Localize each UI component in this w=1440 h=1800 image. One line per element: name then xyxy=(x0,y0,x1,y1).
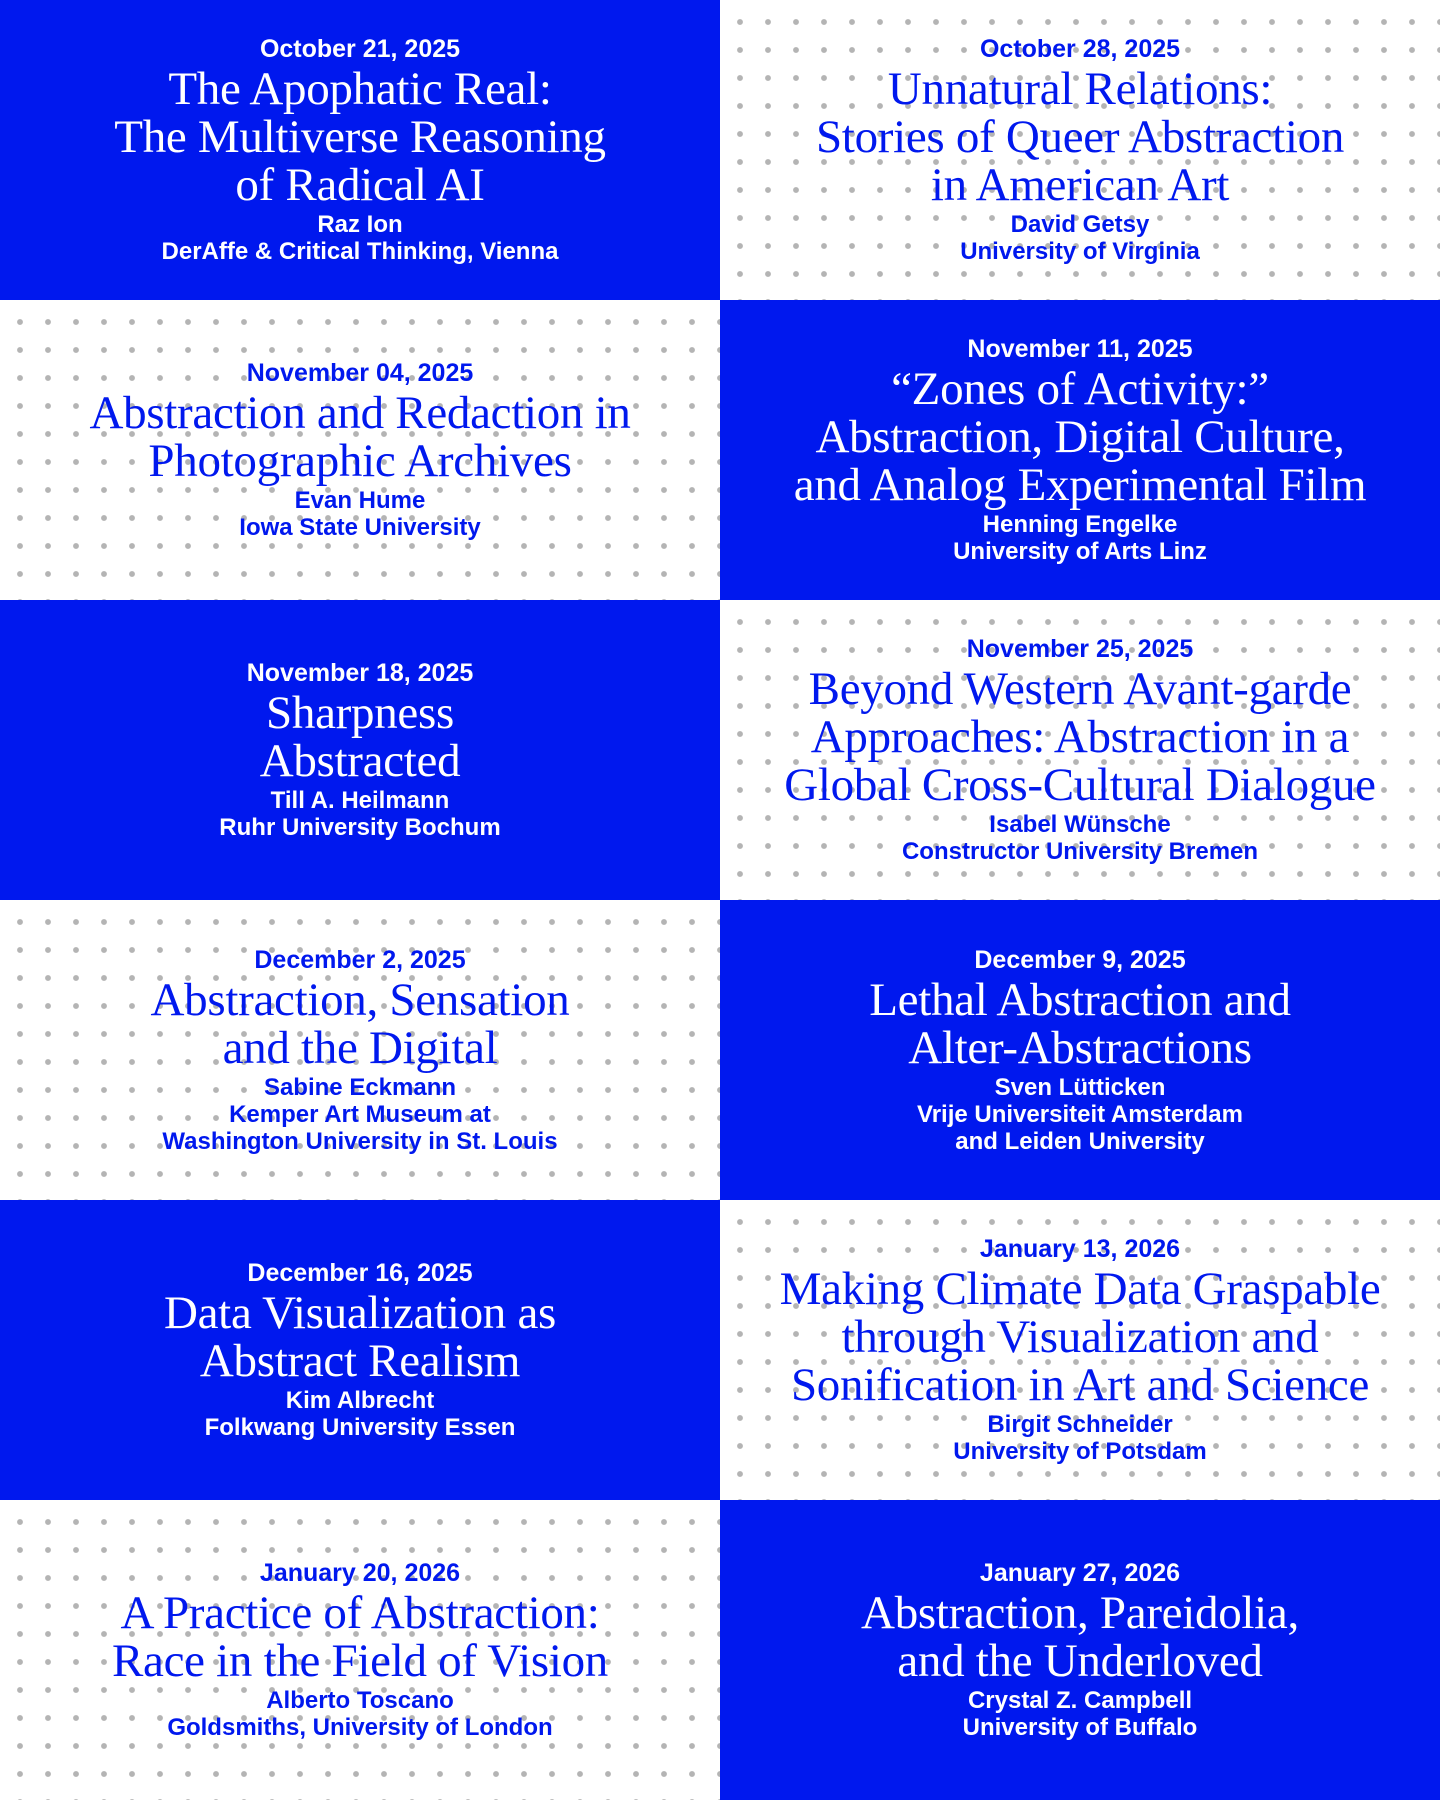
event-title-line: Race in the Field of Vision xyxy=(111,1635,608,1687)
event-title xyxy=(869,973,1291,1074)
event-affiliation xyxy=(219,814,500,841)
event-title xyxy=(794,365,1366,509)
event-title-line: The Multiverse Reasoning xyxy=(114,111,606,163)
affiliation-line: University of Potsdam xyxy=(953,1438,1207,1465)
event-card xyxy=(0,0,720,300)
event-card xyxy=(720,600,1440,900)
event-title-line: in American Art xyxy=(930,159,1230,211)
event-card xyxy=(0,600,720,900)
event-title-line: Photographic Archives xyxy=(148,435,572,487)
event-date: December 16, 2025 xyxy=(247,1259,473,1287)
event-affiliation xyxy=(162,1101,557,1155)
event-speaker: Alberto Toscano xyxy=(266,1687,454,1714)
event-title-line: Sonification in Art and Science xyxy=(790,1359,1370,1411)
event-date: January 20, 2026 xyxy=(259,1559,461,1587)
event-title xyxy=(816,65,1344,209)
event-affiliation xyxy=(953,538,1207,565)
event-affiliation xyxy=(167,1714,552,1741)
event-card xyxy=(0,300,720,600)
event-date: December 2, 2025 xyxy=(254,945,466,974)
affiliation-line: Kemper Art Museum at xyxy=(229,1100,491,1128)
event-card xyxy=(720,300,1440,600)
event-title-line: A Practice of Abstraction: xyxy=(120,1587,600,1639)
event-date: November 18, 2025 xyxy=(246,659,474,687)
event-title-line: and the Digital xyxy=(222,1021,498,1074)
event-date: October 21, 2025 xyxy=(259,35,461,63)
event-speaker: Evan Hume xyxy=(294,487,426,514)
event-title xyxy=(784,665,1375,809)
event-speaker: David Getsy xyxy=(1010,211,1150,238)
affiliation-line: DerAffe & Critical Thinking, Vienna xyxy=(161,238,559,265)
event-title-line: Sharpness xyxy=(266,687,454,739)
event-card xyxy=(720,1200,1440,1500)
event-title-line: “Zones of Activity:” xyxy=(891,363,1269,415)
event-date: January 13, 2026 xyxy=(979,1235,1181,1263)
event-affiliation xyxy=(960,238,1200,265)
event-speaker: Henning Engelke xyxy=(982,511,1178,538)
event-speaker: Till A. Heilmann xyxy=(270,787,450,814)
event-title-line: and the Underloved xyxy=(897,1635,1263,1687)
event-affiliation xyxy=(902,838,1258,865)
event-date: November 11, 2025 xyxy=(967,335,1193,363)
event-title-line: Beyond Western Avant-garde xyxy=(808,663,1352,715)
affiliation-line: Ruhr University Bochum xyxy=(219,814,501,841)
event-title-line: Global Cross-Cultural Dialogue xyxy=(784,759,1376,811)
event-speaker: Birgit Schneider xyxy=(987,1411,1173,1438)
event-affiliation xyxy=(963,1714,1198,1741)
affiliation-line: Folkwang University Essen xyxy=(204,1414,516,1441)
event-title-line: Abstract Realism xyxy=(199,1335,521,1387)
event-title-line: Abstraction, Sensation xyxy=(150,973,570,1026)
affiliation-line: Goldsmiths, University of London xyxy=(167,1714,553,1741)
event-card xyxy=(0,1200,720,1500)
event-title-line: Stories of Queer Abstraction xyxy=(815,111,1345,163)
event-title-line: Abstraction, Digital Culture, xyxy=(815,411,1345,463)
affiliation-line: University of Virginia xyxy=(960,238,1200,265)
event-date: January 27, 2026 xyxy=(979,1559,1181,1587)
affiliation-line: University of Buffalo xyxy=(962,1714,1198,1741)
event-title-line: Abstraction, Pareidolia, xyxy=(861,1587,1299,1639)
event-speaker: Kim Albrecht xyxy=(285,1387,435,1414)
event-title-line: Unnatural Relations: xyxy=(887,63,1273,115)
event-title-line: Abstraction and Redaction in xyxy=(89,387,631,439)
event-title-line: Making Climate Data Graspable xyxy=(779,1263,1381,1315)
event-speaker: Sven Lütticken xyxy=(994,1073,1166,1101)
event-date: November 25, 2025 xyxy=(966,635,1194,663)
event-affiliation xyxy=(953,1438,1206,1465)
affiliation-line: and Leiden University xyxy=(955,1127,1205,1155)
event-title-line: Alter-Abstractions xyxy=(908,1021,1252,1074)
event-title-line: and Analog Experimental Film xyxy=(793,459,1367,511)
event-card xyxy=(720,0,1440,300)
event-title xyxy=(260,689,461,785)
affiliation-line: Constructor University Bremen xyxy=(901,838,1259,865)
event-title-line: Abstracted xyxy=(259,735,461,787)
event-affiliation xyxy=(205,1414,516,1441)
event-affiliation xyxy=(239,514,480,541)
event-title xyxy=(861,1589,1299,1685)
event-speaker: Crystal Z. Campbell xyxy=(967,1687,1193,1714)
event-date: October 28, 2025 xyxy=(979,35,1181,63)
event-card xyxy=(0,900,720,1200)
event-title xyxy=(89,389,630,485)
event-speaker: Raz Ion xyxy=(317,211,403,238)
event-title xyxy=(150,973,570,1074)
event-title xyxy=(112,1589,608,1685)
affiliation-line: Vrije Universiteit Amsterdam xyxy=(917,1100,1243,1128)
affiliation-line: Iowa State University xyxy=(239,514,481,541)
event-title-line: Approaches: Abstraction in a xyxy=(810,711,1350,763)
event-title-line: Lethal Abstraction and xyxy=(869,973,1291,1026)
event-title-line: The Apophatic Real: xyxy=(168,63,552,115)
affiliation-line: Washington University in St. Louis xyxy=(162,1127,558,1155)
event-card xyxy=(720,900,1440,1200)
event-speaker: Isabel Wünsche xyxy=(989,811,1171,838)
event-date: November 04, 2025 xyxy=(246,359,474,387)
event-affiliation xyxy=(162,238,559,265)
event-affiliation xyxy=(917,1101,1243,1155)
event-speaker: Sabine Eckmann xyxy=(263,1073,457,1101)
event-card xyxy=(720,1500,1440,1800)
event-title xyxy=(114,65,605,209)
event-title xyxy=(164,1289,556,1385)
event-title xyxy=(780,1265,1381,1409)
event-title-line: of Radical AI xyxy=(235,159,485,211)
event-card xyxy=(0,1500,720,1800)
affiliation-line: University of Arts Linz xyxy=(953,538,1207,565)
event-title-line: Data Visualization as xyxy=(163,1287,556,1339)
event-date: December 9, 2025 xyxy=(974,945,1186,974)
event-title-line: through Visualization and xyxy=(841,1311,1319,1363)
